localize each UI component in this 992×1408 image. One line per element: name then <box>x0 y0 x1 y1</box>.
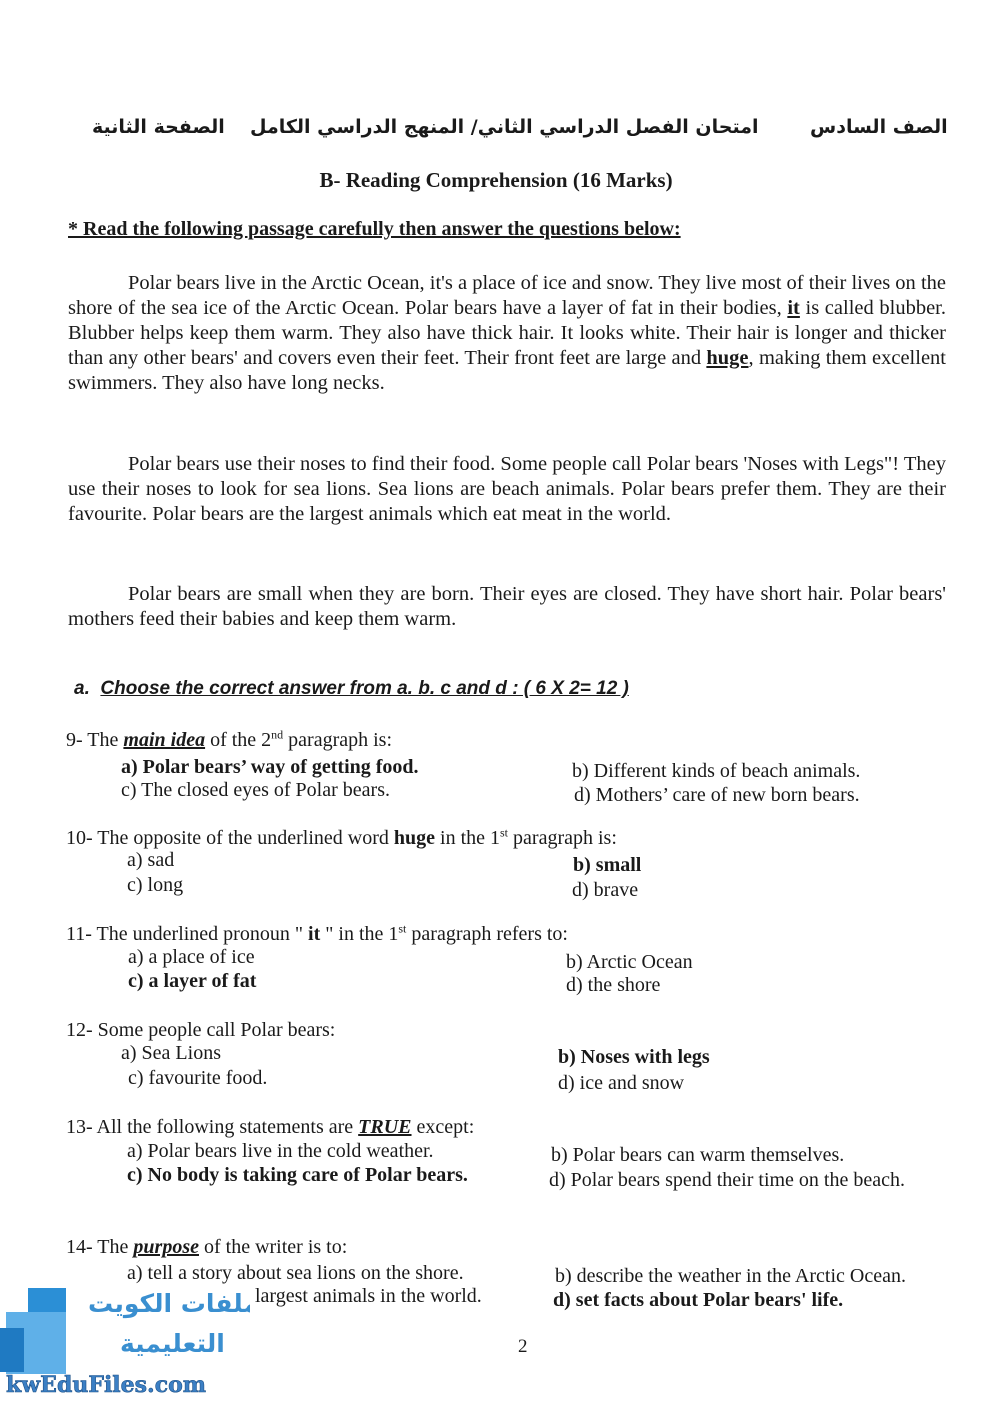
q11-option-c[interactable]: c) a layer of fat <box>128 970 257 992</box>
q12-option-d[interactable]: d) ice and snow <box>558 1072 685 1094</box>
logo-url: kwEduFiles.com <box>6 1372 207 1398</box>
q11-option-d[interactable]: d) the shore <box>566 974 661 996</box>
q14-option-b[interactable]: b) describe the weather in the Arctic Ocean. <box>555 1265 906 1287</box>
q9-option-c[interactable]: c) The closed eyes of Polar bears. <box>121 779 390 801</box>
q10-option-b[interactable]: b) small <box>573 854 642 876</box>
q11-option-b[interactable]: b) Arctic Ocean <box>566 951 693 973</box>
q12-option-c[interactable]: c) favourite food. <box>128 1067 268 1089</box>
q13-option-d[interactable]: d) Polar bears spend their time on the beach. <box>549 1169 905 1191</box>
question-11: 11- The underlined pronoun " it " in the 1st paragraph refers to: <box>66 921 568 945</box>
passage-paragraph-3: Polar bears are small when they are born. Their eyes are closed. They have short hair. Polar bears' mothers feed their babies and keep them warm. <box>68 583 946 630</box>
q12-option-a[interactable]: a) Sea Lions <box>121 1042 221 1064</box>
question-12: 12- Some people call Polar bears: <box>66 1019 336 1041</box>
q10-option-d[interactable]: d) brave <box>572 879 639 901</box>
q10-option-c[interactable]: c) long <box>127 874 184 896</box>
part-a-heading: a. Choose the correct answer from a. b. c and d : ( 6 X 2= 12 ) <box>74 678 629 699</box>
underlined-it: it <box>787 297 800 319</box>
logo-squares-icon <box>0 1282 250 1403</box>
q9-option-b[interactable]: b) Different kinds of beach animals. <box>572 760 861 782</box>
q9-option-a[interactable]: a) Polar bears’ way of getting food. <box>121 756 419 778</box>
q14-option-d[interactable]: d) set facts about Polar bears' life. <box>553 1289 844 1311</box>
question-10: 10- The opposite of the underlined word huge in the 1st paragraph is: <box>66 825 617 849</box>
q13-option-b[interactable]: b) Polar bears can warm themselves. <box>551 1144 845 1166</box>
q13-option-c[interactable]: c) No body is taking care of Polar bears. <box>127 1164 468 1186</box>
q9-option-d[interactable]: d) Mothers’ care of new born bears. <box>574 784 860 806</box>
q13-option-a[interactable]: a) Polar bears live in the cold weather. <box>127 1140 434 1162</box>
q14-option-c[interactable]: largest animals in the world. <box>255 1285 482 1307</box>
q11-option-a[interactable]: a) a place of ice <box>128 946 255 968</box>
q14-option-a[interactable]: a) tell a story about sea lions on the shore. <box>127 1262 464 1284</box>
exam-title-ar: امتحان الفصل الدراسي الثاني/ المنهج الدراسي الكامل <box>250 116 759 138</box>
underlined-huge: huge <box>706 347 749 369</box>
logo-arabic-line1: ملفات الكويت <box>88 1289 250 1318</box>
section-title: B- Reading Comprehension (16 Marks) <box>319 168 673 192</box>
passage-paragraph-2: Polar bears use their noses to find their food. Some people call Polar bears 'Noses with Legs"! They use their noses to look for sea lions. Sea lions are beach animals. Polar bears prefer them. They are their favourite. Polar bears are the largest animals which eat meat in the world. <box>68 453 946 525</box>
page-number: 2 <box>518 1336 528 1357</box>
instruction: * Read the following passage carefully then answer the questions below: <box>68 218 681 240</box>
question-9: 9- The main idea of the 2nd paragraph is: <box>66 727 393 751</box>
q12-option-b[interactable]: b) Noses with legs <box>558 1046 710 1068</box>
q10-option-a[interactable]: a) sad <box>127 849 175 871</box>
passage-paragraph-1: Polar bears live in the Arctic Ocean, it's a place of ice and snow. They live most of their lives on the shore of the sea ice of the Arctic Ocean. Polar bears have a layer of fat in their bodies, it is called blubber. Blubber helps keep them warm. They also have thick hair. It looks white. Their hair is longer and thicker than any other bears' and covers even their feet. Their front feet are large and huge, making them excellent swimmers. They also have long necks. <box>68 272 946 394</box>
logo-arabic-line2: التعليمية <box>120 1329 225 1358</box>
grade-label-ar: الصف السادس <box>810 116 948 138</box>
question-14: 14- The purpose of the writer is to: <box>66 1236 348 1258</box>
question-13: 13- All the following statements are TRUE except: <box>66 1116 475 1138</box>
page-label-ar: الصفحة الثانية <box>92 116 225 138</box>
kwedufiles-logo <box>0 1282 250 1403</box>
